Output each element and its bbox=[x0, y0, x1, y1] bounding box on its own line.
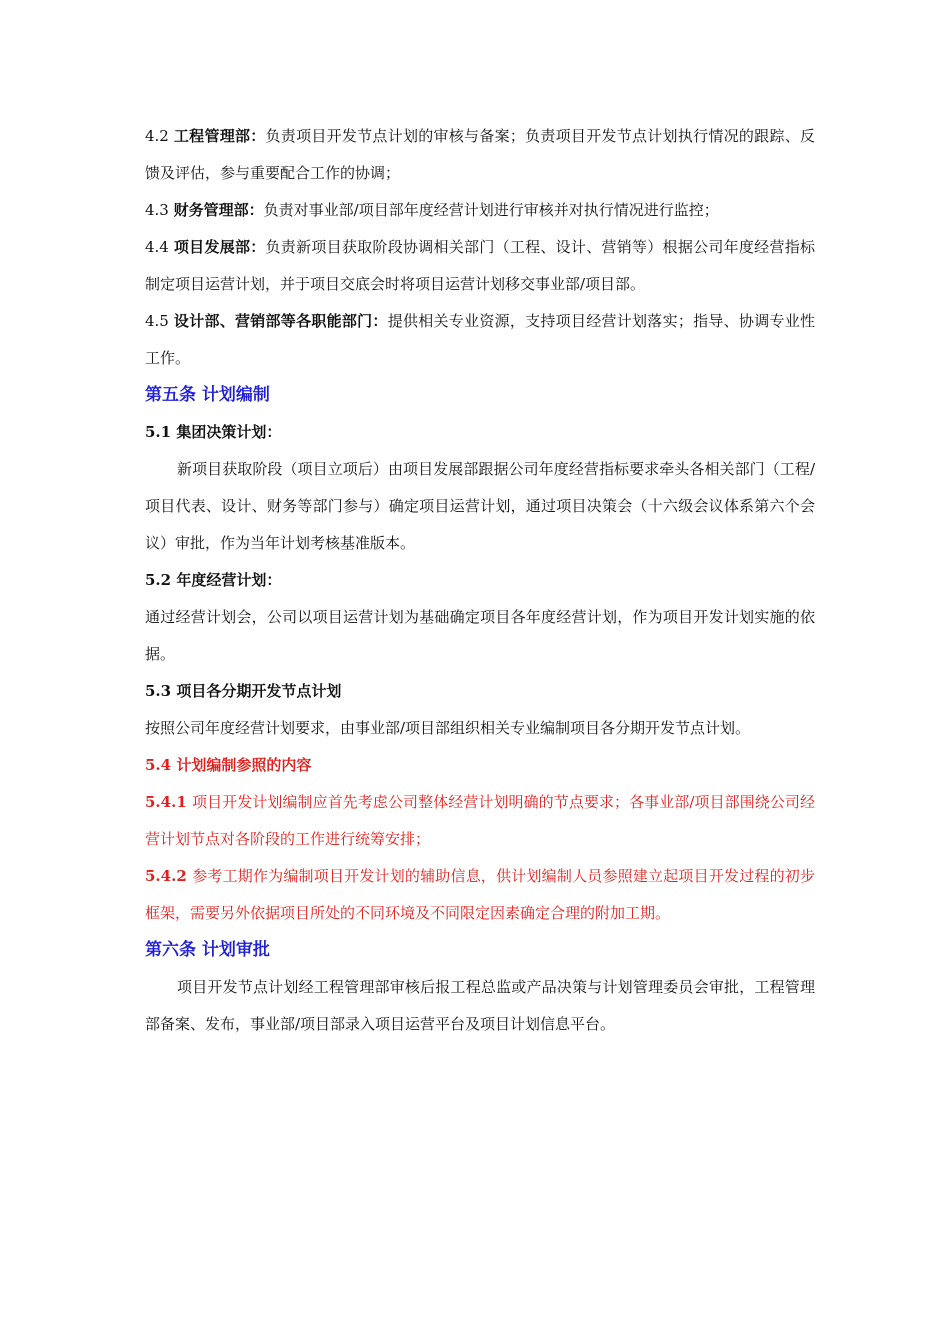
section-5-1-title: 5.1 集团决策计划： bbox=[145, 423, 282, 441]
section-4-2-text: 负责项目开发节点计划的审核与备案；负责项目开发节点计划执行情况的跟踪、反馈及评估，参与重要配合工作的协调； bbox=[145, 127, 815, 182]
section-4-2-number: 4.2 bbox=[145, 127, 174, 145]
section-5-4-2-number: 5.4.2 bbox=[145, 867, 193, 885]
section-4-3-text: 负责对事业部/项目部年度经营计划进行审核并对执行情况进行监控； bbox=[263, 201, 719, 219]
document-body bbox=[145, 118, 815, 1043]
section-4-3 bbox=[145, 192, 815, 229]
section-4-5 bbox=[145, 303, 815, 377]
section-5-3-title: 5.3 项目各分期开发节点计划 bbox=[145, 682, 342, 700]
section-5-4-1-text: 项目开发计划编制应首先考虑公司整体经营计划明确的节点要求；各事业部/项目部围绕公司经营计划节点对各阶段的工作进行统筹安排； bbox=[145, 793, 816, 848]
section-4-4-label: 项目发展部： bbox=[173, 238, 266, 256]
section-4-4-text: 负责新项目获取阶段协调相关部门（工程、设计、营销等）根据公司年度经营指标制定项目运营计划，并于项目交底会时将项目运营计划移交事业部/项目部。 bbox=[145, 238, 815, 293]
section-5-3-text: 按照公司年度经营计划要求，由事业部/项目部组织相关专业编制项目各分期开发节点计划。 bbox=[145, 719, 751, 737]
section-5-4-1 bbox=[145, 784, 815, 858]
section-5-2-title: 5.2 年度经营计划： bbox=[145, 571, 282, 589]
section-4-2 bbox=[145, 118, 815, 192]
section-4-4-number: 4.4 bbox=[145, 238, 174, 256]
section-5-2-text: 通过经营计划会，公司以项目运营计划为基础确定项目各年度经营计划，作为项目开发计划实施的依据。 bbox=[145, 608, 815, 663]
section-5-1-text: 新项目获取阶段（项目立项后）由项目发展部跟据公司年度经营指标要求牵头各相关部门（工程/项目代表、设计、财务等部门参与）确定项目运营计划，通过项目决策会（十六级会议体系第六个会议）审批，作为当年计划考核基准版本。 bbox=[145, 460, 815, 552]
section-4-4 bbox=[145, 229, 815, 303]
section-4-5-number: 4.5 bbox=[145, 312, 174, 330]
section-5-4-2-text: 参考工期作为编制项目开发计划的辅助信息，供计划编制人员参照建立起项目开发过程的初步框架，需要另外依据项目所处的不同环境及不同限定因素确定合理的附加工期。 bbox=[145, 867, 815, 922]
section-4-5-label: 设计部、营销部等各职能部门： bbox=[173, 312, 388, 330]
section-5-4-title: 5.4 计划编制参照的内容 bbox=[145, 756, 312, 774]
article-6-title: 第六条 计划审批 bbox=[145, 940, 270, 960]
section-4-3-label: 财务管理部： bbox=[173, 201, 264, 219]
article-6-text: 项目开发节点计划经工程管理部审核后报工程总监或产品决策与计划管理委员会审批，工程管理部备案、发布，事业部/项目部录入项目运营平台及项目计划信息平台。 bbox=[145, 978, 815, 1033]
section-5-4-1-number: 5.4.1 bbox=[145, 793, 193, 811]
section-4-2-label: 工程管理部： bbox=[173, 127, 266, 145]
article-5-title: 第五条 计划编制 bbox=[145, 385, 270, 405]
section-5-4-2 bbox=[145, 858, 815, 932]
section-4-5-text: 提供相关专业资源，支持项目经营计划落实；指导、协调专业性工作。 bbox=[145, 312, 815, 367]
section-4-3-number: 4.3 bbox=[145, 201, 174, 219]
